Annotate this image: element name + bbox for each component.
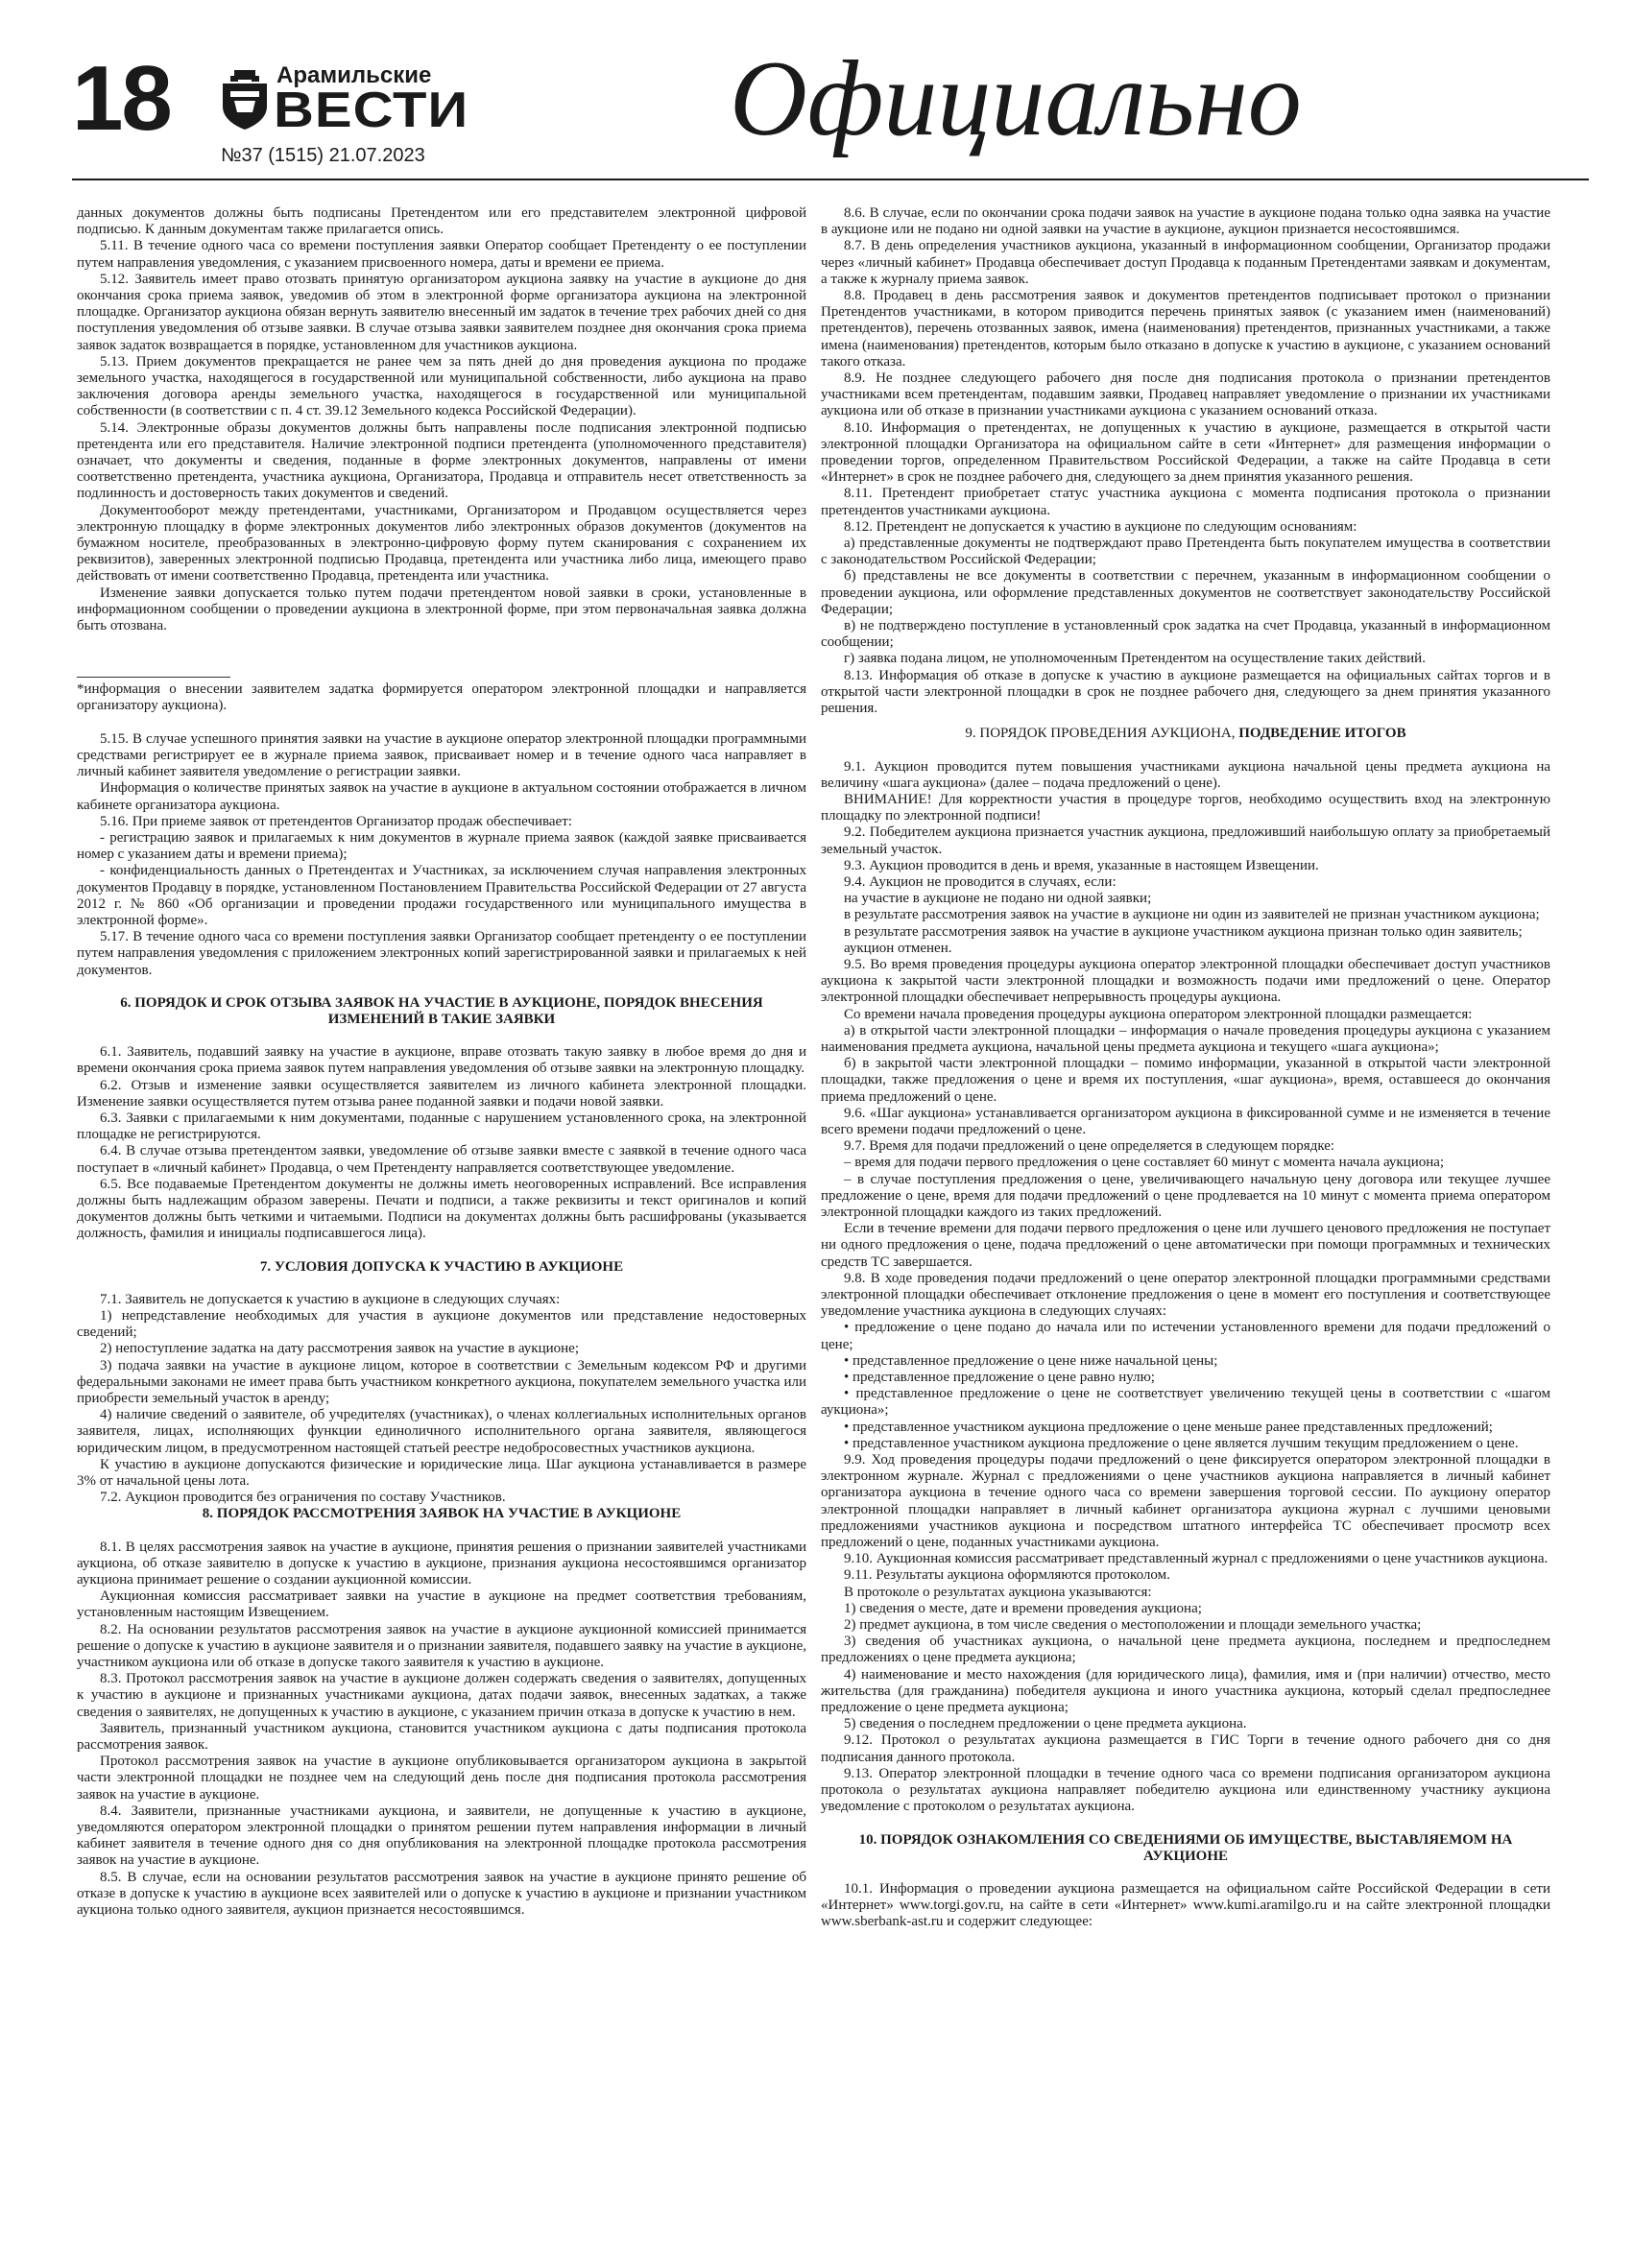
paragraph: 6.3. Заявки с прилагаемыми к ним документами, поданные с нарушением установленного срока, на электронной площадке не регистрируются.: [77, 1110, 806, 1143]
coat-of-arms-icon: [221, 70, 269, 130]
paragraph: 6.2. Отзыв и изменение заявки осуществляется заявителем из личного кабинета электронной площадки. Изменение заявки осуществляется путем отзыва ранее поданной заявки и подачи новой заявки.: [77, 1077, 806, 1110]
paragraph: 5.11. В течение одного часа со времени поступления заявки Оператор сообщает Претенденту о ее поступлении путем направления уведомления, с указанием присвоенного номера, даты и времени ее приема.: [77, 238, 806, 271]
paragraph: 9.8. В ходе проведения подачи предложений о цене оператор электронной площадки программными средствами электронной площадки обеспечивает отклонение предложения о цене в момент его поступления и соответствующее уведомление участника аукциона в следующих случаях:: [821, 1270, 1550, 1320]
paragraph: а) в открытой части электронной площадки – информация о начале проведения процедуры аукциона с указанием наименования предмета аукциона, начальной цены предмета аукциона и текущего «шага аукциона»;: [821, 1022, 1550, 1055]
paragraph: 8.13. Информация об отказе в допуске к участию в аукционе размещается на официальных сайтах торгов и в открытой части электронной площадки в срок не позднее рабочего дня, следующего за днем принятия указанного решения.: [821, 667, 1550, 717]
paragraph: ВНИМАНИЕ! Для корректности участия в процедуре торгов, необходимо осуществить вход на электронную площадку по электронной подписи!: [821, 791, 1550, 824]
paragraph: • представленное предложение о цене ниже начальной цены;: [844, 1352, 1218, 1369]
paragraph: – время для подачи первого предложения о цене составляет 60 минут с момента начала аукциона;: [844, 1155, 1445, 1171]
paragraph: 3) подача заявки на участие в аукционе лицом, которое в соответствии с Земельным кодексом РФ и другими федеральными законами не имеет права быть участником конкретного аукциона, покупателем земельного участка или приобрести земельный участок в аренду;: [77, 1357, 806, 1406]
paragraph: 9.12. Протокол о результатах аукциона размещается в ГИС Торги в течение одного рабочего дня со дня подписания данного протокола.: [821, 1732, 1550, 1765]
spacer: [77, 1276, 806, 1292]
spacer: [821, 717, 1550, 726]
paragraph: - конфиденциальность данных о Претендентах и Участниках, за исключением случая направления электронных документов Продавцу в порядке, установленном Постановлением Правительства Российской Федерации от 27 августа 2012 г. № 860 «Об организации и проведении продажи государственного или муниципального имущества в электронной форме».: [77, 863, 806, 928]
paragraph: Протокол рассмотрения заявок на участие в аукционе опубликовывается организатором аукциона в закрытой части электронной площадки не позднее чем на следующий день после дня подписания протокола рассмотрения заявок на участие в аукционе.: [77, 1754, 806, 1802]
section-heading-10: 10. ПОРЯДОК ОЗНАКОМЛЕНИЯ СО СВЕДЕНИЯМИ ОБ ИМУЩЕСТВЕ, ВЫСТАВЛЯЕМОМ НА АУКЦИОНЕ: [858, 1831, 1513, 1864]
spacer: [77, 1523, 806, 1540]
paragraph: г) заявка подана лицом, не уполномоченным Претендентом на осуществление таких действий.: [844, 651, 1426, 667]
paragraph: б) представлены не все документы в соответствии с перечнем, указанным в информационном сообщении о проведении аукциона, или оформление представленных документов не соответствует законодательству Российской Федерации;: [821, 568, 1550, 617]
paragraph: 7.2. Аукцион проводится без ограничения по составу Участников.: [100, 1490, 506, 1506]
heading-9-normal: 9. ПОРЯДОК ПРОВЕДЕНИЯ АУКЦИОНА,: [965, 726, 1239, 742]
paragraph: 5.15. В случае успешного принятия заявки на участие в аукционе оператор электронной площадки программными средствами регистрирует ее в журнале приема заявок, присваивает номер и в течение одного часа направляет в личный кабинет заявителя уведомление о регистрации заявки.: [77, 730, 806, 780]
paragraph: 8.9. Не позднее следующего рабочего дня после дня подписания протокола о признании претендентов участниками всем претендентам, подавшим заявки, Продавец направляет уведомление о признании их участниками аукциона или об отказе в признании участниками аукциона с указанием оснований отказа.: [821, 370, 1550, 419]
heading-9-bold: ПОДВЕДЕНИЕ ИТОГОВ: [1238, 726, 1406, 742]
paragraph: 6.5. Все подаваемые Претендентом документы не должны иметь неоговоренных исправлений. Все исправления должны быть надлежащим образом заверены. Печати и подписи, а также реквизиты и текст оригиналов и копий документов должны быть четкими и читаемыми. Подписи на документах должны быть расшифрованы (указывается должность, фамилия и инициалы подписавшегося лица).: [77, 1176, 806, 1242]
paragraph: 4) наименование и место нахождения (для юридического лица), фамилия, имя и (при наличии) отчество, место жительства (для гражданина) победителя аукциона и иного участника аукциона, который сделал предпоследнее предложение о цене предмета аукциона;: [821, 1666, 1550, 1716]
paragraph: 2) предмет аукциона, в том числе сведения о местоположении и площади земельного участка;: [844, 1617, 1422, 1634]
spacer: [821, 1816, 1550, 1832]
spacer: [821, 1865, 1550, 1881]
masthead: [72, 39, 1589, 178]
right-column: [821, 205, 1550, 1931]
paragraph: 8.3. Протокол рассмотрения заявок на участие в аукционе должен содержать сведения о заявителях, допущенных к участию в аукционе и признанных участниками аукциона, датах подачи заявок, внесенных задатках, а также сведения о заявителях, не допущенных к участию в аукционе, с указанием причин отказа в допуске к участию в нем.: [77, 1671, 806, 1720]
paragraph: В протоколе о результатах аукциона указываются:: [844, 1584, 1152, 1600]
header-rule: [72, 179, 1589, 180]
section-title: Официально: [730, 39, 1302, 158]
paragraph: 9.13. Оператор электронной площадки в течение одного часа со времени подписания организатором аукциона протокола о результатах аукциона направляет победителю аукциона или единственному участнику аукциона уведомление с протоколом о результатах аукциона.: [821, 1765, 1550, 1815]
paragraph: 4) наличие сведений о заявителе, об учредителях (участниках), о членах коллегиальных исполнительных органов заявителя, лицах, исполняющих функции единоличного исполнительного органа заявителя, являющегося юридическим лицом, в предусмотренном настоящей статьей реестре недобросовестных участников аукциона.: [77, 1407, 806, 1456]
spacer: [77, 1028, 806, 1044]
paragraph: 5.17. В течение одного часа со времени поступления заявки Организатор сообщает претенденту о ее поступлении путем направления уведомления с приложением электронных копий зарегистрированной заявки и прилагаемых к ней документов.: [77, 929, 806, 978]
logo-small-text: Арамильские: [276, 62, 432, 88]
paragraph: К участию в аукционе допускаются физические и юридические лица. Шаг аукциона устанавливается в размере 3% от начальной цены лота.: [77, 1456, 806, 1490]
paragraph: 9.6. «Шаг аукциона» устанавливается организатором аукциона в фиксированной сумме и не изменяется в течение всего времени подачи предложений о цене.: [821, 1105, 1550, 1137]
page-number: 18: [72, 47, 171, 150]
paragraph: в результате рассмотрения заявок на участие в аукционе ни один из заявителей не признан участником аукциона;: [844, 907, 1540, 923]
paragraph: 10.1. Информация о проведении аукциона размещается на официальном сайте Российской Федерации в сети «Интернет» www.torgi.gov.ru, на сайте в сети «Интернет» www.kumi.aramilgo.ru и на сайте электронной площадки www.sberbank-ast.ru и содержит следующее:: [821, 1880, 1550, 1930]
spacer: [77, 979, 806, 995]
paragraph: 9.4. Аукцион не проводится в случаях, если:: [844, 873, 1117, 890]
paragraph: 8.7. В день определения участников аукциона, указанный в информационном сообщении, Организатор продажи через «личный кабинет» Продавца обеспечивает доступ Продавца к поданным Претендентами заявкам и документам, а также к журналу приема заявок.: [821, 238, 1550, 287]
paragraph: 6.4. В случае отзыва претендентом заявки, уведомление об отзыве заявки вместе с заявкой в течение одного часа поступает в «личный кабинет» Продавца, о чем Претенденту направляется соответствующее уведомление.: [77, 1143, 806, 1176]
paragraph: 8.5. В случае, если на основании результатов рассмотрения заявок на участие в аукционе принято решение об отказе в допуске к участию в аукционе всех заявителей или о допуске к участию в аукционе и признании участником аукциона только одного заявителя, аукцион признается несостоявшимся.: [77, 1869, 806, 1919]
section-heading-6: 6. ПОРЯДОК И СРОК ОТЗЫВА ЗАЯВОК НА УЧАСТИЕ В АУКЦИОНЕ, ПОРЯДОК ВНЕСЕНИЯ ИЗМЕНЕНИЙ В ТАКИЕ ЗАЯВКИ: [120, 994, 763, 1027]
paragraph: 8.8. Продавец в день рассмотрения заявок и документов претендентов подписывает протокол о признании Претендентов участниками, в котором приводится перечень принятых заявок (с указанием имен (наименований) претендентов), перечень отозванных заявок, имена (наименования) претендентов, признанных участниками, а также имена (наименования) претендентов, которым было отказано в допуске к участию в аукционе, с указанием оснований такого отказа.: [821, 288, 1550, 370]
paragraph: 8.4. Заявители, признанные участниками аукциона, и заявители, не допущенные к участию в аукционе, уведомляются оператором электронной площадки о принятом решении путем направления информации в личный кабинет заявителя в течение одного дня со дня опубликования на электронной площадке протокола рассмотрения заявок на участие в аукционе.: [77, 1802, 806, 1869]
paragraph: 5.14. Электронные образы документов должны быть направлены после подписания электронной подписью претендента или его представителя. Наличие электронной подписи претендента (уполномоченного представителя) означает, что документы и сведения, поданные в форме электронных документов, направлены от имени соответственно претендента, участника аукциона, Организатора, Продавца и отправитель несет ответственность за подлинность и достоверность таких документов и сведений.: [77, 419, 806, 502]
paragraph: 5.16. При приеме заявок от претендентов Организатор продаж обеспечивает:: [100, 813, 572, 829]
paragraph: Информация о количестве принятых заявок на участие в аукционе в актуальном состоянии отображается в личном кабинете организатора аукциона.: [77, 780, 806, 813]
paragraph: Со времени начала проведения процедуры аукциона оператором электронной площадки размещается:: [844, 1006, 1473, 1022]
paragraph: • представленное предложение о цене равно нулю;: [844, 1370, 1155, 1386]
spacer: [77, 1243, 806, 1259]
paragraph: Изменение заявки допускается только путем подачи претендентом новой заявки в сроки, установленные в информационном сообщении о проведении аукциона в электронной форме, при этом первоначальная заявка должна быть отозвана.: [77, 585, 806, 634]
paragraph: • предложение о цене подано до начала или по истечении установленного времени для подачи предложений о цене;: [821, 1320, 1550, 1352]
paragraph: 8.2. На основании результатов рассмотрения заявок на участие в аукционе аукционной комиссией принимается решение о допуске к участию в аукционе заявителя и о признании заявителя, подавшего заявку на участие в аукционе, участником аукциона или об отказе в допуске такого заявителя к участию в аукционе.: [77, 1621, 806, 1671]
paragraph: б) в закрытой части электронной площадки – помимо информации, указанной в открытой части электронной площадки, также предложения о цене и время их поступления, «шаг аукциона», время, оставшееся до окончания приема предложений о цене.: [821, 1056, 1550, 1105]
paragraph: Заявитель, признанный участником аукциона, становится участником аукциона с даты подписания протокола рассмотрения заявок.: [77, 1720, 806, 1754]
paragraph: в результате рассмотрения заявок на участие в аукционе участником аукциона признан только один заявитель;: [844, 923, 1523, 940]
paragraph: 5) сведения о последнем предложении о цене предмета аукциона.: [844, 1716, 1247, 1732]
paragraph: Если в течение времени для подачи первого предложения о цене или лучшего ценового предложения не поступает ни одного предложения о цене, подача предложений о цене автоматически при помощи программных и технических средств ТС завершается.: [821, 1221, 1550, 1270]
paragraph: аукцион отменен.: [844, 940, 952, 956]
paragraph: 5.13. Прием документов прекращается не ранее чем за пять дней до дня проведения аукциона по продаже земельного участка, находящегося в государственной или муниципальной собственности, либо аукциона на право заключения договора аренды земельного участка, находящегося в государственной или муниципальной собственности (в соответствии с п. 4 ст. 39.12 Земельного кодекса Российской Федерации).: [77, 353, 806, 419]
paragraph: 9.10. Аукционная комиссия рассматривает представленный журнал с предложениями о цене участников аукциона.: [844, 1551, 1549, 1567]
paragraph: 9.1. Аукцион проводится путем повышения участниками аукциона начальной цены предмета аукциона на величину «шага аукциона» (далее – подача предложений о цене).: [821, 758, 1550, 791]
paragraph: – в случае поступления предложения о цене, увеличивающего начальную цену договора или текущее лучшее предложение о цене, время для подачи предложений о цене продлевается на 10 минут с момента приема оператором электронной площадки каждого из таких предложений.: [821, 1171, 1550, 1220]
paragraph: 8.6. В случае, если по окончании срока подачи заявок на участие в аукционе подана только одна заявка на участие в аукционе или не подано ни одной заявки на участие в аукционе, аукцион признается несостоявшимся.: [821, 205, 1550, 238]
paragraph: 9.2. Победителем аукциона признается участник аукциона, предложивший наибольшую оплату за приобретаемый земельный участок.: [821, 824, 1550, 857]
paragraph: • представленное участником аукциона предложение о цене меньше ранее представленных предложений;: [844, 1419, 1493, 1435]
spacer: [77, 715, 806, 731]
paragraph: 9.11. Результаты аукциона оформляются протоколом.: [844, 1567, 1170, 1584]
paragraph: в) не подтверждено поступление в установленный срок задатка на счет Продавца, указанный в информационном сообщении;: [821, 618, 1550, 651]
paragraph: • представленное участником аукциона предложение о цене является лучшим текущим предложением о цене.: [844, 1435, 1519, 1451]
section-heading-8: 8. ПОРЯДОК РАССМОТРЕНИЯ ЗАЯВОК НА УЧАСТИЕ В АУКЦИОНЕ: [202, 1506, 682, 1522]
paragraph: • представленное предложение о цене не соответствует увеличению текущей цены в соответствии с «шагом аукциона»;: [821, 1386, 1550, 1419]
paragraph: 9.7. Время для подачи предложений о цене определяется в следующем порядке:: [844, 1138, 1335, 1155]
paragraph: 5.12. Заявитель имеет право отозвать принятую организатором аукциона заявку на участие в аукционе до дня окончания срока приема заявок, уведомив об этом в электронной форме организатора аукциона на электронной площадке. Организатор аукциона обязан вернуть заявителю внесенный им задаток в течение трех рабочих дней со дня поступления уведомления об отзыве заявки. В случае отзыва заявки заявителем позднее дня окончания срока приема заявок задаток возвращается в порядке, установленном для участников аукциона.: [77, 271, 806, 353]
paragraph: 8.12. Претендент не допускается к участию в аукционе по следующим основаниям:: [844, 518, 1357, 535]
paragraph: 1) непредставление необходимых для участия в аукционе документов или представление недостоверных сведений;: [77, 1307, 806, 1341]
paragraph: а) представленные документы не подтверждают право Претендента быть покупателем имущества в соответствии с законодательством Российской Федерации;: [821, 536, 1550, 568]
paragraph: на участие в аукционе не подано ни одной заявки;: [844, 891, 1152, 907]
paragraph: 8.11. Претендент приобретает статус участника аукциона с момента подписания протокола о признании претендентов участниками аукциона.: [821, 486, 1550, 518]
paragraph: 8.1. В целях рассмотрения заявок на участие в аукционе, принятия решения о признании заявителей участниками аукциона, об отказе заявителю в допуске к участию в аукционе, признания аукциона несостоявшимся организатор аукциона принимает решение о создании аукционной комиссии.: [77, 1539, 806, 1588]
paragraph: 6.1. Заявитель, подавший заявку на участие в аукционе, вправе отозвать такую заявку в любое время до дня и времени окончания срока приема заявок путем направления уведомления об отзыве заявки на электронную площадку.: [77, 1044, 806, 1077]
paragraph: 1) сведения о месте, дате и времени проведения аукциона;: [844, 1600, 1202, 1616]
paragraph: 8.10. Информация о претендентах, не допущенных к участию в аукционе, размещается в открытой части электронной площадки Организатора на официальном сайте в сети «Интернет» для размещения информации о проведении торгов, определенном Правительством Российской Федерации, а также на сайте Продавца в сети «Интернет» в срок не позднее рабочего дня, следующего за днем принятия указанного решения.: [821, 419, 1550, 486]
paragraph: данных документов должны быть подписаны Претендентом или его представителем электронной цифровой подписью. К данным документам также прилагается опись.: [77, 205, 806, 238]
paragraph: 9.9. Ход проведения процедуры подачи предложений о цене фиксируется оператором электронной площадки в электронном журнале. Журнал с предложениями о цене участников аукциона направляется в личный кабинет организатора аукциона в течение одного часа со времени завершения торговой сессии. По аукциону оператор электронной площадки направляет в личный кабинет организатора аукциона журнал с лучшими ценовыми предложениями участников аукциона и посредством штатного интерфейса ТС обеспечивает просмотр всех предложений о цене, поданных участниками аукциона.: [821, 1452, 1550, 1551]
footnote: *информация о внесении заявителем задатка формируется оператором электронной площадки и направляется организатору аукциона).: [77, 681, 806, 714]
paragraph: Аукционная комиссия рассматривает заявки на участие в аукционе на предмет соответствия требованиям, установленным настоящим Извещением.: [77, 1588, 806, 1621]
paragraph: 3) сведения об участниках аукциона, о начальной цене предмета аукциона, последнем и предпоследнем предложениях о цене предмета аукциона;: [821, 1634, 1550, 1666]
paragraph: 9.3. Аукцион проводится в день и время, указанные в настоящем Извещении.: [844, 857, 1319, 873]
paragraph: - регистрацию заявок и прилагаемых к ним документов в журнале приема заявок (каждой заявке присваивается номер с указанием даты и времени приема);: [77, 829, 806, 863]
paragraph: Документооборот между претендентами, участниками, Организатором и Продавцом осуществляется через электронную площадку в форме электронных документов либо электронных образов документов (документов на бумажном носителе, преобразованных в электронно-цифровую форму путем сканирования с сохранением их реквизитов), заверенных электронной подписью Продавца, претендента или участника либо лица, имеющего право действовать от имени соответственно Продавца, претендента или участника.: [77, 502, 806, 585]
left-column: [77, 205, 806, 1919]
section-heading-9: [821, 726, 1550, 742]
spacer: [77, 634, 806, 677]
paragraph: 7.1. Заявитель не допускается к участию в аукционе в следующих случаях:: [100, 1291, 561, 1307]
section-heading-7: 7. УСЛОВИЯ ДОПУСКА К УЧАСТИЮ В АУКЦИОНЕ: [259, 1258, 624, 1275]
paragraph: 9.5. Во время проведения процедуры аукциона оператор электронной площадки обеспечивает доступ участников аукциона к закрытой части электронной площадки и возможность подачи ими предложений о цене. Оператор электронной площадки обеспечивает непрерывность процедуры аукциона.: [821, 956, 1550, 1006]
footnote-rule: [77, 677, 230, 678]
issue-info: №37 (1515) 21.07.2023: [221, 145, 425, 166]
spacer: [821, 743, 1550, 759]
paragraph: 2) непоступление задатка на дату рассмотрения заявок на участие в аукционе;: [100, 1341, 580, 1357]
logo-big-text: ВЕСТИ: [274, 82, 469, 138]
